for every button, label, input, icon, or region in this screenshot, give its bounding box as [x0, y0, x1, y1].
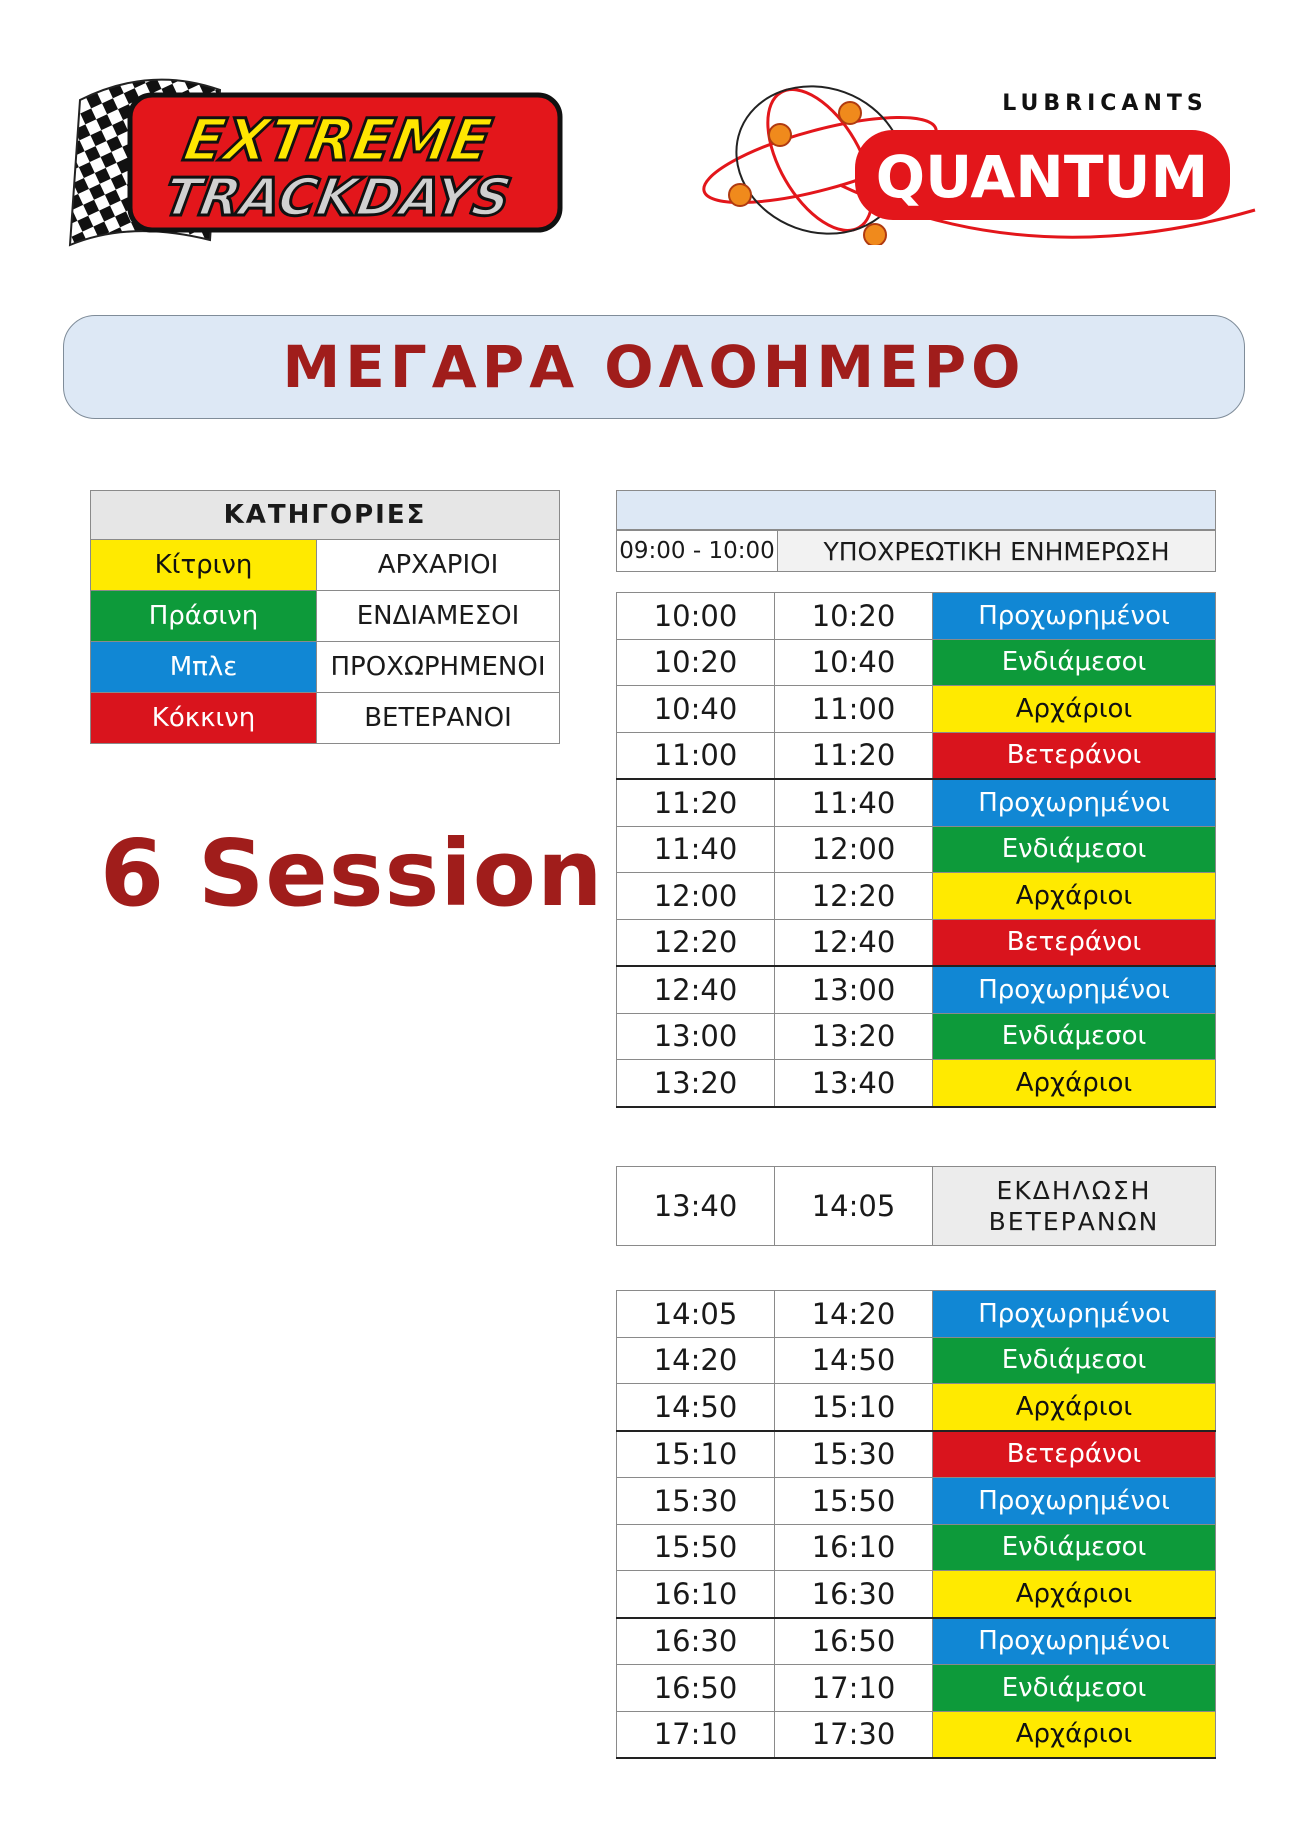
slot-start: 15:10: [617, 1431, 775, 1478]
slot-end: 16:50: [775, 1618, 933, 1665]
slot-end: 10:40: [775, 639, 933, 686]
schedule-row: [617, 873, 1216, 920]
briefing-time: 09:00 - 10:00: [617, 531, 778, 572]
slot-start: 13:40: [617, 1167, 775, 1246]
slot-end: 13:00: [775, 966, 933, 1013]
slot-group: Αρχάριοι: [933, 1384, 1216, 1431]
svg-text:TRACKDAYS: TRACKDAYS: [159, 167, 516, 228]
schedule-row: [617, 1571, 1216, 1618]
slot-end: 11:40: [775, 779, 933, 826]
veterans-event-table: [616, 1166, 1216, 1246]
veterans-event-line2: ΒΕΤΕΡΑΝΩΝ: [988, 1207, 1160, 1236]
slot-group: Αρχάριοι: [933, 1711, 1216, 1758]
slot-group: Ενδιάμεσοι: [933, 1524, 1216, 1571]
slot-group: Ενδιάμεσοι: [933, 826, 1216, 873]
schedule-row: [617, 1524, 1216, 1571]
svg-text:EXTREME: EXTREME: [178, 106, 497, 174]
slot-end: 12:20: [775, 873, 933, 920]
slot-start: 16:50: [617, 1665, 775, 1712]
category-row: [91, 540, 560, 591]
svg-text:QUANTUM: QUANTUM: [875, 143, 1209, 211]
veterans-event-row: [617, 1167, 1216, 1246]
schedule-row: [617, 1618, 1216, 1665]
schedule-row: [617, 639, 1216, 686]
slot-start: 12:00: [617, 873, 775, 920]
slot-group: Ενδιάμεσοι: [933, 1013, 1216, 1060]
slot-group: Προχωρημένοι: [933, 593, 1216, 640]
slot-start: 13:20: [617, 1060, 775, 1107]
veterans-event-line1: ΕΚΔΗΛΩΣΗ: [996, 1175, 1152, 1205]
slot-group: Βετεράνοι: [933, 919, 1216, 966]
slot-group: Προχωρημένοι: [933, 1291, 1216, 1338]
slot-end: 15:30: [775, 1431, 933, 1478]
slot-group: Προχωρημένοι: [933, 1618, 1216, 1665]
slot-group: Ενδιάμεσοι: [933, 1337, 1216, 1384]
slot-group: Ενδιάμεσοι: [933, 639, 1216, 686]
category-color: Κόκκινη: [91, 693, 317, 744]
slot-start: 12:20: [617, 919, 775, 966]
slot-start: 14:50: [617, 1384, 775, 1431]
slot-start: 14:20: [617, 1337, 775, 1384]
slot-start: 17:10: [617, 1711, 775, 1758]
schedule-row: [617, 1431, 1216, 1478]
slot-start: 16:10: [617, 1571, 775, 1618]
slot-end: 14:20: [775, 1291, 933, 1338]
slot-group: Αρχάριοι: [933, 686, 1216, 733]
schedule-row: [617, 1060, 1216, 1107]
schedule-row: [617, 1384, 1216, 1431]
slot-group: Προχωρημένοι: [933, 1478, 1216, 1525]
slot-end: 15:50: [775, 1478, 933, 1525]
slot-group: Βετεράνοι: [933, 1431, 1216, 1478]
slot-start: 11:20: [617, 779, 775, 826]
categories-header: ΚΑΤΗΓΟΡΙΕΣ: [91, 491, 560, 540]
briefing-row: [616, 530, 1216, 572]
slot-start: 16:30: [617, 1618, 775, 1665]
slot-end: 10:20: [775, 593, 933, 640]
slot-group: Αρχάριοι: [933, 1060, 1216, 1107]
slot-group: Προχωρημένοι: [933, 966, 1216, 1013]
veterans-event-label: [933, 1167, 1216, 1246]
slot-start: 15:30: [617, 1478, 775, 1525]
slot-start: 15:50: [617, 1524, 775, 1571]
schedule-row: [617, 732, 1216, 779]
slot-start: 10:00: [617, 593, 775, 640]
page-title-banner: [63, 315, 1245, 419]
slot-end: 16:30: [775, 1571, 933, 1618]
schedule-row: [617, 966, 1216, 1013]
slot-end: 13:40: [775, 1060, 933, 1107]
schedule-row: [617, 1665, 1216, 1712]
slot-group: Αρχάριοι: [933, 1571, 1216, 1618]
slot-end: 11:00: [775, 686, 933, 733]
slot-end: 12:00: [775, 826, 933, 873]
slot-end: 13:20: [775, 1013, 933, 1060]
category-row: [91, 591, 560, 642]
slot-start: 14:05: [617, 1291, 775, 1338]
schedule-row: [617, 686, 1216, 733]
category-row: [91, 642, 560, 693]
category-level: ΠΡΟΧΩΡΗΜΕΝΟΙ: [317, 642, 560, 693]
slot-end: 16:10: [775, 1524, 933, 1571]
slot-end: 17:10: [775, 1665, 933, 1712]
schedule-row: [617, 1478, 1216, 1525]
schedule-row: [617, 919, 1216, 966]
slot-group: Ενδιάμεσοι: [933, 1665, 1216, 1712]
sessions-count: 6 Session: [100, 820, 604, 927]
slot-group: Προχωρημένοι: [933, 779, 1216, 826]
category-color: Μπλε: [91, 642, 317, 693]
slot-start: 10:40: [617, 686, 775, 733]
schedule-morning-table: [616, 592, 1216, 1108]
category-row: [91, 693, 560, 744]
slot-end: 11:20: [775, 732, 933, 779]
slot-end: 14:50: [775, 1337, 933, 1384]
category-level: ΕΝΔΙΑΜΕΣΟΙ: [317, 591, 560, 642]
schedule-row: [617, 1013, 1216, 1060]
category-color: Κίτρινη: [91, 540, 317, 591]
schedule-header-bar: [616, 490, 1216, 530]
svg-text:LUBRICANTS: LUBRICANTS: [1002, 91, 1208, 116]
briefing-label: ΥΠΟΧΡΕΩΤΙΚΗ ΕΝΗΜΕΡΩΣΗ: [778, 531, 1216, 572]
category-level: ΒΕΤΕΡΑΝΟΙ: [317, 693, 560, 744]
slot-start: 13:00: [617, 1013, 775, 1060]
slot-end: 12:40: [775, 919, 933, 966]
slot-start: 10:20: [617, 639, 775, 686]
slot-group: Αρχάριοι: [933, 873, 1216, 920]
slot-end: 15:10: [775, 1384, 933, 1431]
schedule-row: [617, 779, 1216, 826]
slot-end: 17:30: [775, 1711, 933, 1758]
slot-group: Βετεράνοι: [933, 732, 1216, 779]
categories-table: [90, 490, 560, 744]
schedule-row: [617, 1711, 1216, 1758]
schedule-row: [617, 1291, 1216, 1338]
slot-start: 12:40: [617, 966, 775, 1013]
quantum-lubricants-logo: [700, 75, 1260, 245]
slot-start: 11:00: [617, 732, 775, 779]
category-level: ΑΡΧΑΡΙΟΙ: [317, 540, 560, 591]
page-title: ΜΕΓΑΡΑ ΟΛΟΗΜΕΡΟ: [282, 333, 1026, 401]
schedule-row: [617, 826, 1216, 873]
schedule-row: [617, 1337, 1216, 1384]
schedule-row: [617, 593, 1216, 640]
extreme-trackdays-logo: [60, 70, 570, 255]
slot-end: 14:05: [775, 1167, 933, 1246]
category-color: Πράσινη: [91, 591, 317, 642]
schedule-afternoon-table: [616, 1290, 1216, 1759]
slot-start: 11:40: [617, 826, 775, 873]
